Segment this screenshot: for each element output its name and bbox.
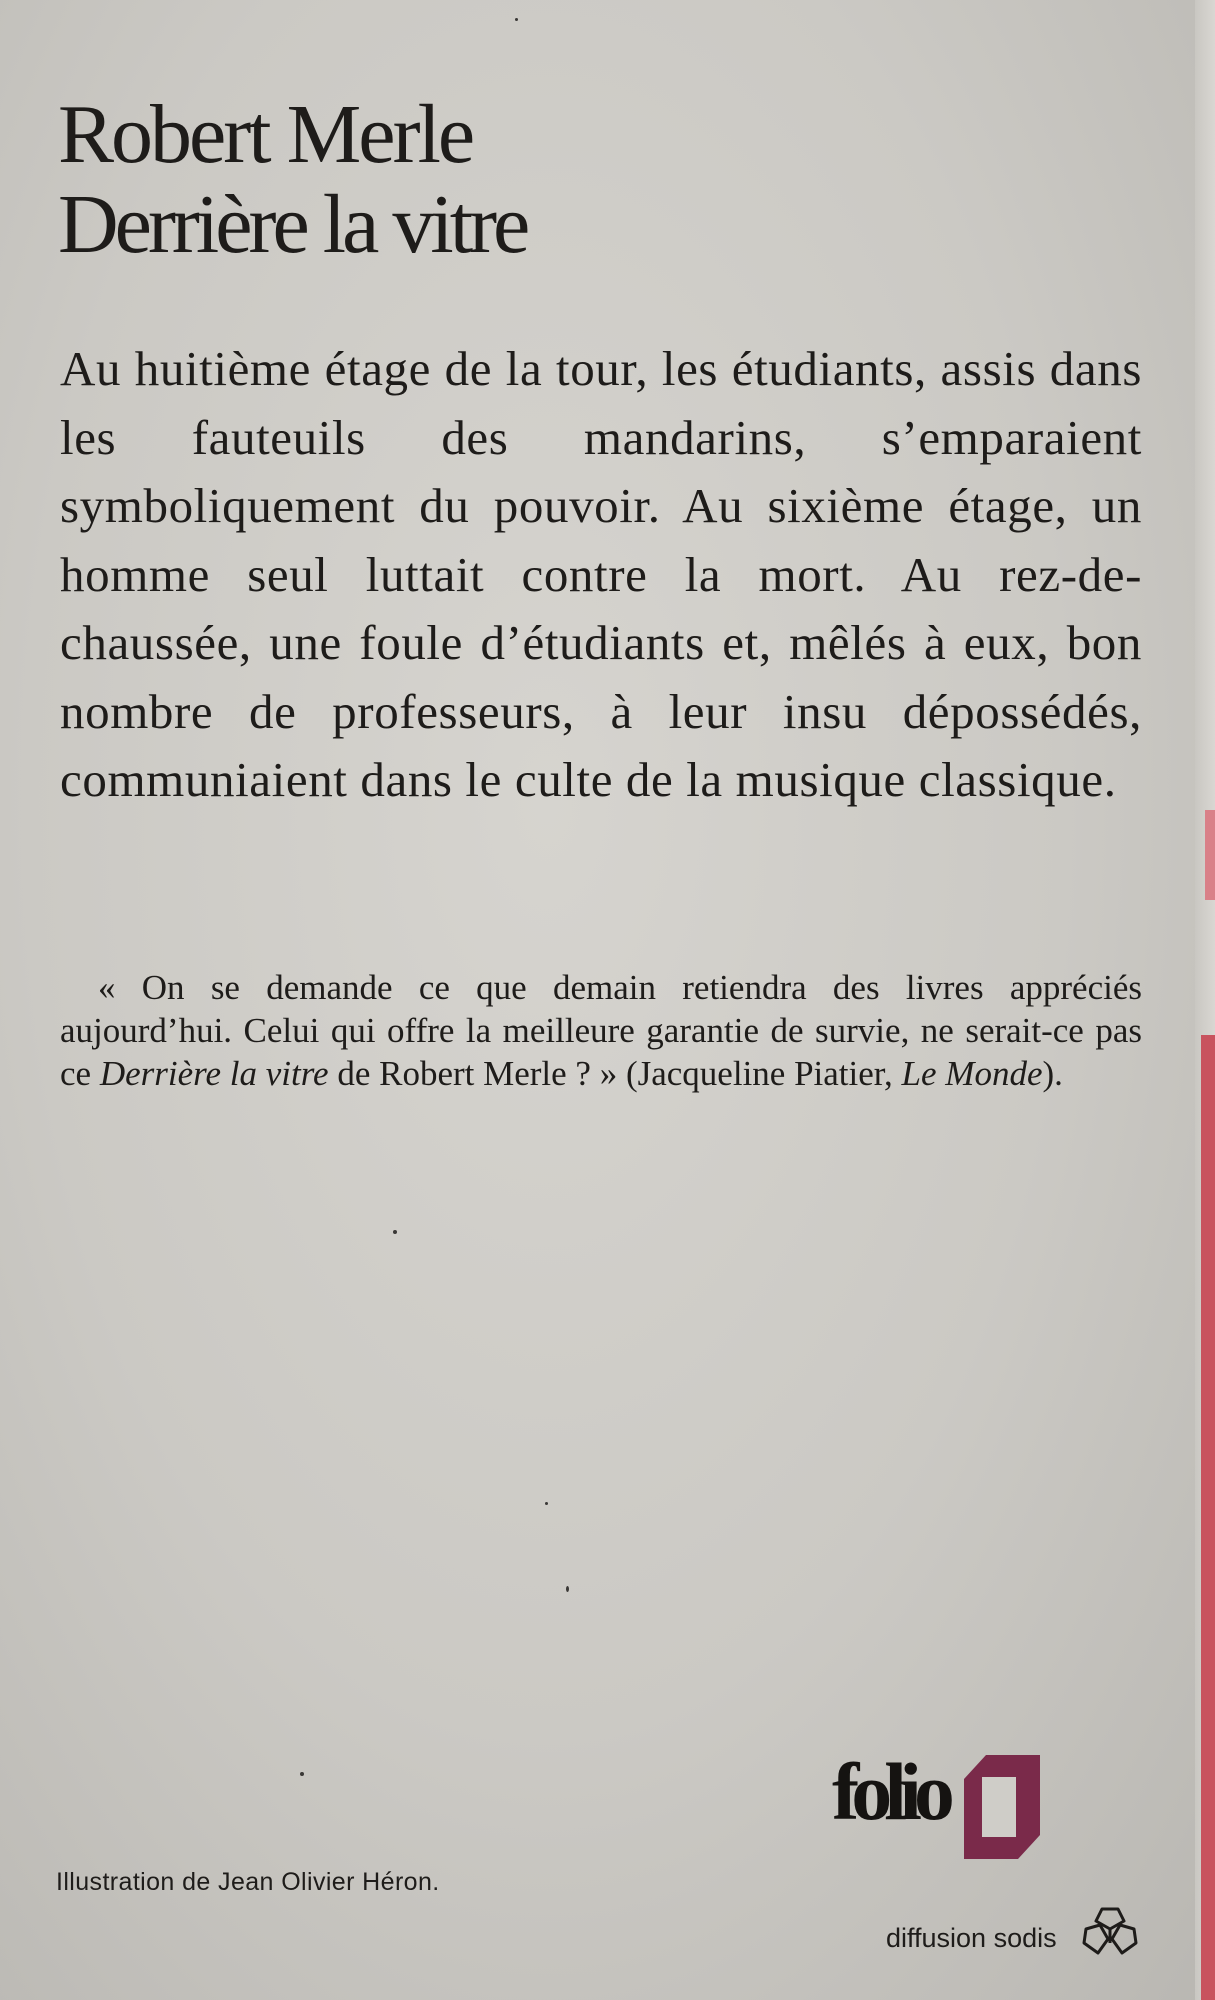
paper-speck: [545, 1502, 548, 1505]
red-edge-strip: [1201, 1035, 1215, 2000]
folio-logo: [832, 1745, 1072, 1895]
press-quote: [60, 966, 1142, 1095]
paper-speck: [393, 1230, 397, 1234]
quote-part-2: de Robert Merle ? » (Jacqueline Piatier,: [328, 1054, 902, 1093]
distributor-label: diffusion sodis: [886, 1923, 1057, 1953]
paper-speck: [515, 18, 518, 21]
folio-wordmark: folio: [832, 1746, 947, 1837]
paper-speck: [300, 1772, 304, 1776]
quote-source: Le Monde: [901, 1054, 1043, 1093]
folio-box-icon: [964, 1755, 1040, 1859]
quote-part-1: « On se demande ce que demain retiendra des livres appréciés aujourd’hui. Celui qui offre la meilleure garantie de survie, ne serait-ce pas ce: [60, 968, 1142, 1093]
red-edge-strip-top: [1205, 810, 1215, 900]
book-title: Derrière la vitre: [58, 178, 527, 271]
paper-speck: [566, 1586, 569, 1592]
illustration-credit: Illustration de Jean Olivier Héron.: [56, 1868, 440, 1896]
author-name: Robert Merle: [58, 88, 473, 181]
sodis-logo-icon: [1080, 1903, 1140, 1959]
quote-book-title: Derrière la vitre: [99, 1054, 329, 1093]
blurb-text: Au huitième étage de la tour, les étudiants, assis dans les fauteuils des mandarins, s’emparaient symboliquement du pouvoir. Au sixième étage, un homme seul luttait contre la mort. Au rez-de-chaussée, une foule d’étudiants et, mêlés à eux, bon nombre de professeurs, à leur insu dépossédés, communiaient dans le culte de la musique classique.: [60, 341, 1142, 807]
quote-part-3: ).: [1042, 1054, 1063, 1093]
